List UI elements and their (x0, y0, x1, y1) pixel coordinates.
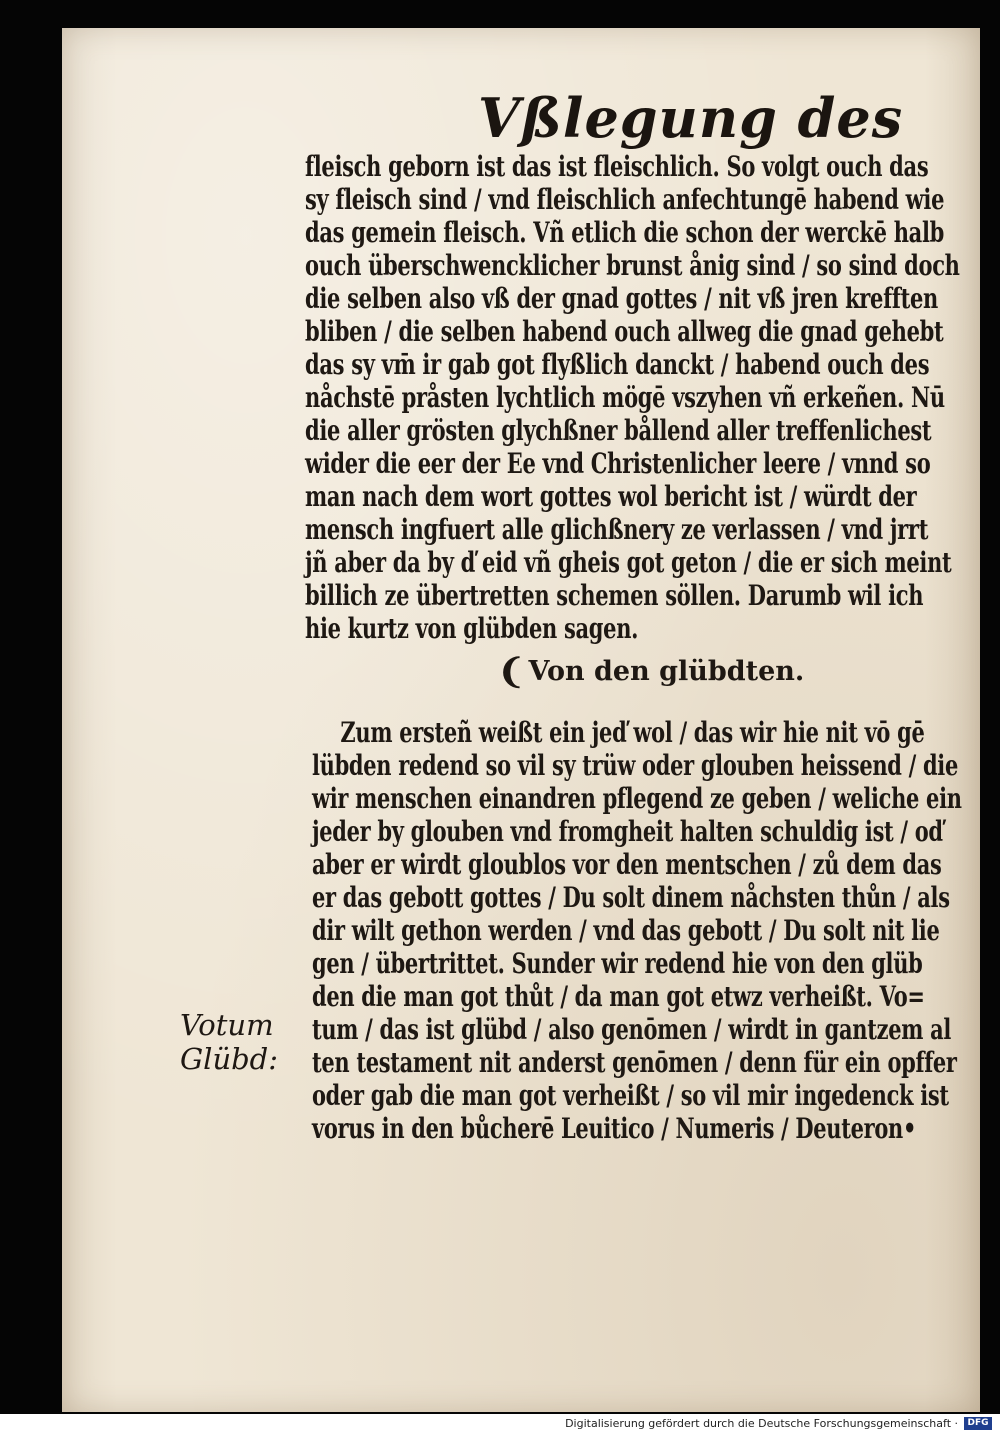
text-line: ouch überschwencklicher brunst ånig sind / so sind doch (305, 249, 960, 282)
text-line: oder gab die man got verheißt / so vil mir ingedenck ist (312, 1079, 949, 1112)
dfg-logo-icon: DFG (964, 1417, 992, 1430)
text-line: die aller grösten glychßner bållend aller treffenlichest (305, 414, 932, 447)
running-head: Vßlegung des (478, 86, 904, 150)
footer-bar (0, 1414, 1000, 1434)
text-line: das gemein fleisch. Vñ etlich die schon der werckē halb (305, 216, 944, 249)
text-line: ten testament nit anderst genōmen / denn für ein opffer (312, 1046, 957, 1079)
text-line: jñ aber da by ď eid vñ gheis got geton / die er sich meint (305, 546, 952, 579)
text-line: sy fleisch sind / vnd fleischlich anfechtungē habend wie (305, 183, 945, 216)
funding-credit: Digitalisierung gefördert durch die Deutsche Forschungsgemeinschaft · (565, 1417, 958, 1430)
text-line: fleisch geborn ist das ist fleischlich. So volgt ouch das (305, 150, 929, 183)
pilcrow-icon: ❨ (497, 652, 526, 692)
text-line: nåchstē pråsten lychtlich mögē vszyhen vñ erkeñen. Nū (305, 381, 945, 414)
marginal-note-line: Glübd: (180, 1042, 279, 1076)
text-line: den die man got thůt / da man got etwz verheißt. Vo= (312, 980, 925, 1013)
paragraph-votum (312, 716, 1000, 1145)
text-line: er das gebott gottes / Du solt dinem nåchsten thůn / als (312, 881, 950, 914)
text-line: billich ze übertretten schemen söllen. Darumb wil ich (305, 579, 924, 612)
text-line: die selben also vß der gnad gottes / nit vß jren krefften (305, 282, 938, 315)
text-line: wider die eer der Ee vnd Christenlicher leere / vnnd so (305, 447, 931, 480)
text-line: gen / übertrittet. Sunder wir redend hie von den glüb (312, 947, 923, 980)
text-line: bliben / die selben habend ouch allweg die gnad gehebt (305, 315, 944, 348)
section-heading-text: Von den glübdten. (528, 656, 805, 687)
text-line: aber er wirdt gloublos vor den mentschen / zů dem das (312, 848, 942, 881)
marginal-note-line: Votum (180, 1008, 274, 1042)
text-line: dir wilt gethon werden / vnd das gebott / Du solt nit lie (312, 914, 940, 947)
text-line: man nach dem wort gottes wol bericht ist / würdt der (305, 480, 917, 513)
text-line: lübden redend so vil sy trüw oder glouben heissend / die (312, 749, 958, 782)
text-line: jeder by glouben vnd fromgheit halten schuldig ist / oď (312, 815, 943, 848)
text-line: das sy vm̄ ir gab got flyßlich danckt / habend ouch des (305, 348, 930, 381)
paragraph-continued (305, 150, 1000, 645)
section-heading (497, 652, 804, 692)
text-line: hie kurtz von glübden sagen. (305, 612, 639, 645)
text-line-indented (312, 716, 962, 749)
text-line: wir menschen einandren pflegend ze geben / weliche ein (312, 782, 962, 815)
marginal-note (180, 1008, 278, 1076)
text-line: tum / das ist glübd / also genōmen / wirdt in gantzem al (312, 1013, 952, 1046)
text-line: vorus in den bůcherē Leuitico / Numeris / Deuteron• (312, 1112, 917, 1145)
text-line: mensch ingfuert alle glichßnery ze verlassen / vnd jrrt (305, 513, 929, 546)
text-line-content: Zum ersteñ weißt ein jeď wol / das wir hie nit vō gē (340, 716, 925, 749)
